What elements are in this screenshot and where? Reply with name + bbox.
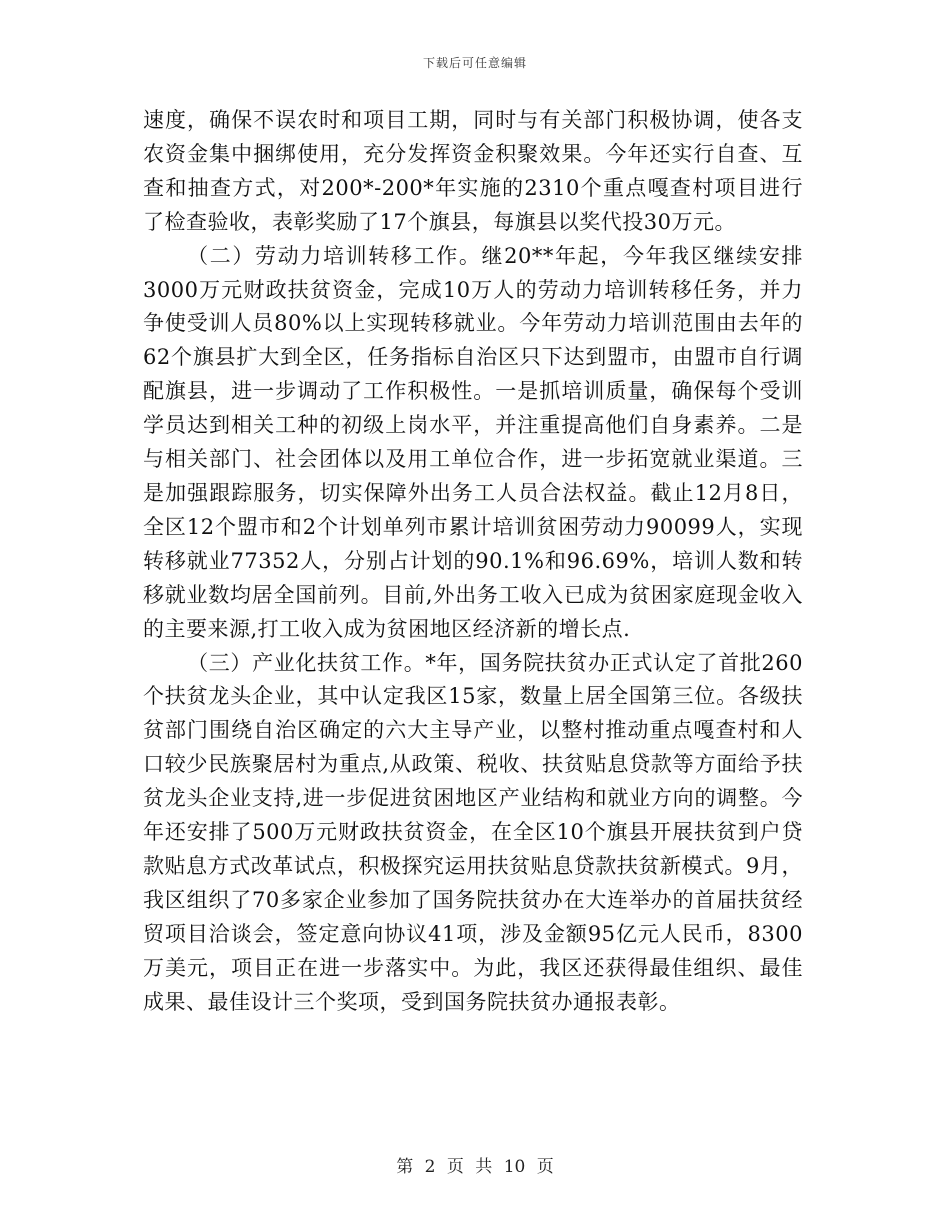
page-header-note: 下载后可任意编辑 <box>422 56 527 70</box>
paragraph-labor-training: （二）劳动力培训转移工作。继20**年起，今年我区继续安排3000万元财政扶贫资金，完成10万人的劳动力培训转移任务，并力争使受训人员80%以上实现转移就业。今年劳动力培训范围由去年的62个旗县扩大到全区，任务指标自治区只下达到盟市，由盟市自行调配旗县，进一步调动了工作积极性。一是抓培训质量，确保每个受训学员达到相关工种的初级上岗水平，并注重提高他们自身素养。二是与相关部门、社会团体以及用工单位合作，进一步拓宽就业渠道。三是加强跟踪服务，切实保障外出务工人员合法权益。截止12月8日，全区12个盟市和2个计划单列市累计培训贫困劳动力90099人，实现转移就业77352人，分别占计划的90.1%和96.69%，培训人数和转移就业数均居全国前列。目前,外出务工收入已成为贫困家庭现金收入的主要来源,打工收入成为贫困地区经济新的增长点. <box>143 243 803 641</box>
page-number: 第 2 页 共 10 页 <box>396 1157 554 1177</box>
paragraph-continuation: 速度，确保不误农时和项目工期，同时与有关部门积极协调，使各支农资金集中捆绑使用，充分发挥资金积聚效果。今年还实行自查、互查和抽查方式，对200*-200*年实施的2310个重点嘎查村项目进行了检查验收，表彰奖励了17个旗县，每旗县以奖代投30万元。 <box>143 108 803 234</box>
document-body <box>143 104 803 1019</box>
paragraph-industrial-poverty-relief: （三）产业化扶贫工作。*年，国务院扶贫办正式认定了首批260个扶贫龙头企业，其中认定我区15家，数量上居全国第三位。各级扶贫部门围绕自治区确定的六大主导产业，以整村推动重点嘎查村和人口较少民族聚居村为重点,从政策、税收、扶贫贴息贷款等方面给予扶贫龙头企业支持,进一步促进贫困地区产业结构和就业方向的调整。今年还安排了500万元财政扶贫资金，在全区10个旗县开展扶贫到户贷款贴息方式改革试点，积极探究运用扶贫贴息贷款扶贫新模式。9月，我区组织了70多家企业参加了国务院扶贫办在大连举办的首届扶贫经贸项目洽谈会，签定意向协议41项，涉及金额95亿元人民币，8300万美元，项目正在进一步落实中。为此，我区还获得最佳组织、最佳成果、最佳设计三个奖项，受到国务院扶贫办通报表彰。 <box>143 650 803 1014</box>
